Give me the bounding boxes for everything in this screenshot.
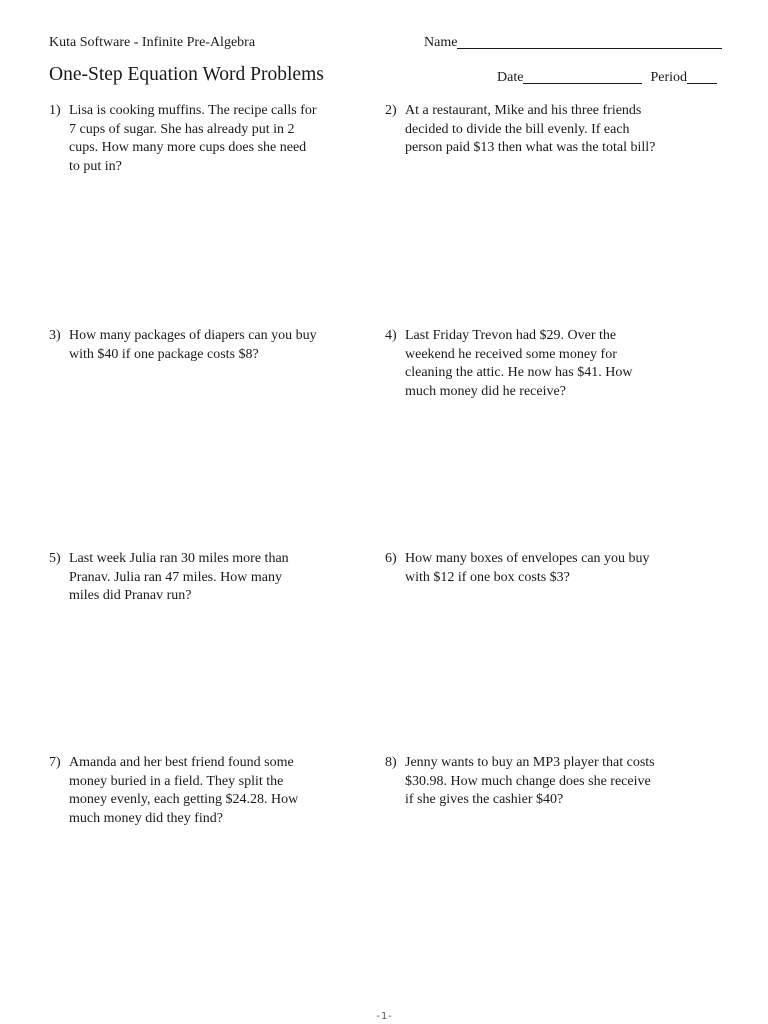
problem-number: 1) [49,103,61,118]
problem-7 [49,754,349,828]
date-label: Date [497,70,524,85]
worksheet-title: One-Step Equation Word Problems [49,64,324,85]
period-blank-line [687,71,717,84]
name-blank-line [457,36,722,49]
problem-3 [49,327,349,364]
problem-number: 8) [385,755,397,770]
problem-8 [385,754,685,810]
problem-2 [385,102,685,158]
problem-text: Last week Julia ran 30 miles more than Pranav. Julia ran 47 miles. How many miles did Pranav run? [69,551,289,603]
problem-text: Last Friday Trevon had $29. Over the weekend he received some money for cleaning the attic. He now has $41. How much money did he receive? [405,328,633,399]
problem-number: 6) [385,551,397,566]
problem-5 [49,550,349,606]
problem-4 [385,327,685,401]
problem-text: At a restaurant, Mike and his three friends decided to divide the bill evenly. If each person paid $13 then what was the total bill? [405,103,656,155]
period-label: Period [650,70,687,85]
problem-6 [385,550,685,587]
problem-number: 3) [49,328,61,343]
problem-number: 5) [49,551,61,566]
problem-text: Amanda and her best friend found some money buried in a field. They split the money evenly, each getting $24.28. How much money did they find? [69,755,299,826]
problem-text: How many boxes of envelopes can you buy with $12 if one box costs $3? [405,551,650,585]
date-blank-line [523,71,642,84]
problem-number: 4) [385,328,397,343]
publisher-label: Kuta Software - Infinite Pre-Algebra [49,35,256,50]
problem-1 [49,102,349,176]
problem-text: Jenny wants to buy an MP3 player that costs $30.98. How much change does she receive if she gives the cashier $40? [405,755,655,807]
problem-number: 7) [49,755,61,770]
problem-text: Lisa is cooking muffins. The recipe calls for 7 cups of sugar. She has already put in 2 cups. How many more cups does she need to put in? [69,103,317,174]
problem-number: 2) [385,103,397,118]
problem-text: How many packages of diapers can you buy with $40 if one package costs $8? [69,328,317,362]
name-field [424,35,722,51]
page-number: -1- [374,1011,394,1022]
date-period-field [497,70,717,86]
name-label: Name [424,35,458,50]
